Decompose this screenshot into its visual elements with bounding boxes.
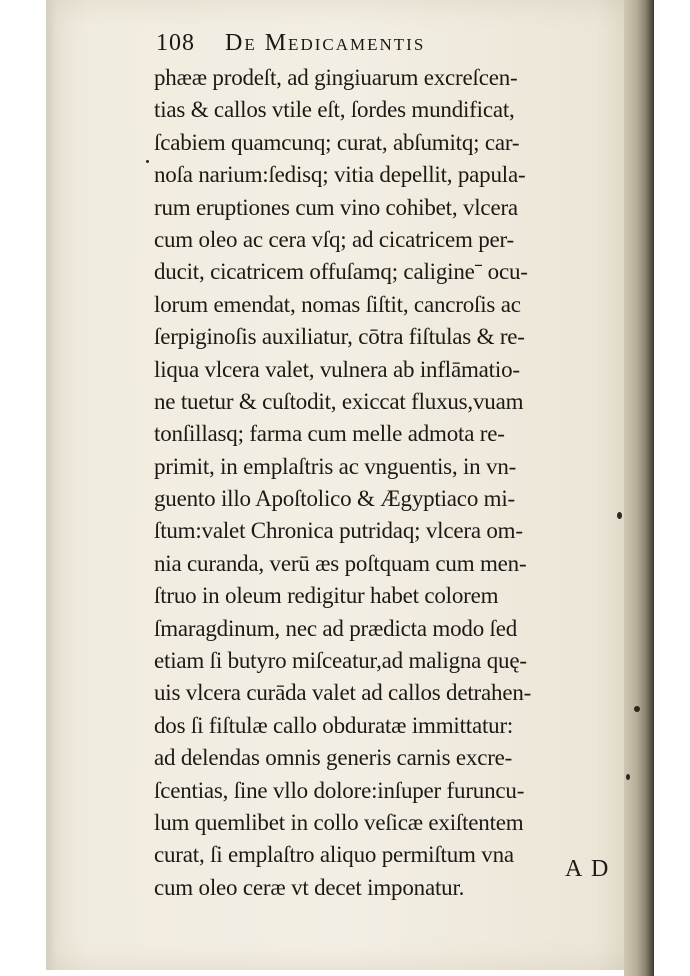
ink-speck [146,160,149,163]
ink-speck [617,512,622,519]
body-text [154,62,634,904]
text-line: dos ſi fiſtulæ callo obduratæ immittatur: [154,712,514,738]
text-line: cum oleo ac cera vſq; ad cicatricem per- [154,226,514,252]
running-title: De Medicamentis [225,30,426,56]
text-line: phææ prodeſt, ad gingiuarum excreſcen- [154,65,518,90]
text-line: tias & callos vtile eſt, ſordes mundificat, [154,97,515,123]
text-line: primit, in emplaſtris ac vnguentis, in vn- [154,453,517,479]
running-header [156,30,425,57]
text-line: guento illo Apoſtolico & Ægyptiaco mi- [154,486,516,512]
text-line: ducit, cicatricem offuſamq; caligineˉ ocu- [154,259,528,285]
text-line: ſtum:valet Chronica putridaq; vlcera om- [154,518,523,544]
page-gutter-shadow [46,0,56,970]
text-line: etiam ſi butyro miſceatur,ad maligna quę- [154,648,527,674]
text-line: ſcabiem quamcunq; curat, abſumitq; car- [154,129,520,155]
text-line: curat, ſi emplaſtro aliquo permiſtum vna [154,842,514,868]
ink-speck [634,706,640,712]
text-line: rum eruptiones cum vino cohibet, vlcera [154,194,518,220]
text-line: tonſillasq; farma cum melle admota re- [154,421,505,447]
ink-speck [626,774,630,780]
page-number: 108 [156,30,195,56]
catchword: A D [565,856,611,882]
text-line: lorum emendat, nomas ſiſtit, cancroſis ac [154,291,521,317]
text-line: ſcentias, ſine vllo dolore:inſuper furuncu- [154,777,525,803]
text-line: cum oleo ceræ vt decet imponatur. [154,874,465,900]
text-line: noſa narium:ſedisq; vitia depellit, papula- [154,162,526,188]
text-line: ſtruo in oleum redigitur habet colorem [154,583,499,609]
text-line: nia curanda, verū æs poſtquam cum men- [154,550,527,576]
text-line: ne tuetur & cuſtodit, exiccat fluxus,vuam [154,388,524,414]
text-line: lum quemlibet in collo veſicæ exiſtentem [154,809,524,835]
text-line: liqua vlcera valet, vulnera ab inflāmatio- [154,356,520,382]
text-line: ad delendas omnis generis carnis excre- [154,745,513,771]
text-line: uis vlcera curāda valet ad callos detrahen- [154,680,532,706]
text-line: ſmaragdinum, nec ad prædicta modo ſed [154,615,518,641]
text-line: ſerpiginoſis auxiliatur, cōtra fiſtulas & re- [154,324,525,350]
